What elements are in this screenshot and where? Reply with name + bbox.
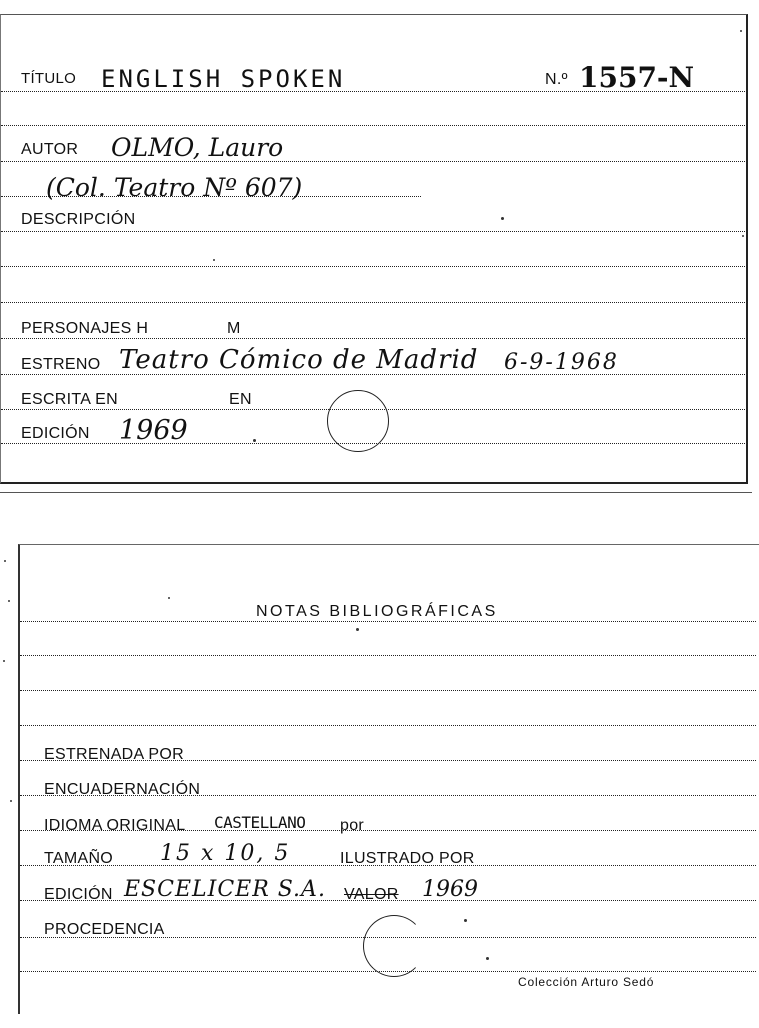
rule-notas-3 xyxy=(20,690,756,691)
ink-speck xyxy=(213,259,215,261)
estreno-label: ESTRENO xyxy=(21,356,101,373)
rule-descripcion xyxy=(1,231,747,232)
ink-dot xyxy=(253,439,256,442)
rule-personajes xyxy=(1,338,747,339)
numero-value: 1557-N xyxy=(579,61,695,94)
ink-dot xyxy=(501,217,504,220)
scan-speck xyxy=(8,600,10,602)
scan-speck xyxy=(3,660,5,662)
titulo-value: ENGLISH SPOKEN xyxy=(101,65,346,93)
edicion-label: EDICIÓN xyxy=(21,425,90,442)
catalog-card-main xyxy=(0,14,748,484)
personajes-m-label: M xyxy=(227,320,241,337)
rule-blank-3 xyxy=(1,302,747,303)
coleccion-footer: Colección Arturo Sedó xyxy=(518,975,655,989)
titulo-label: TÍTULO xyxy=(21,70,77,87)
rule-blank-1 xyxy=(1,125,747,126)
tamano-label: TAMAÑO xyxy=(44,850,114,867)
procedencia-label: PROCEDENCIA xyxy=(44,921,165,938)
scan-speck xyxy=(740,30,742,32)
autor-value: OLMO, Lauro xyxy=(111,133,284,162)
idioma-value: CASTELLANO xyxy=(214,813,306,832)
catalog-card-notes xyxy=(18,544,759,1014)
valor-value: 1969 xyxy=(422,877,478,902)
scan-speck xyxy=(10,800,12,802)
stamp-circle xyxy=(327,390,389,452)
rule-notas xyxy=(20,621,756,622)
notas-heading: NOTAS BIBLIOGRÁFICAS xyxy=(256,603,498,620)
ink-dot xyxy=(356,628,359,631)
edicion2-value: ESCELICER S.A. xyxy=(124,877,326,902)
scan-speck xyxy=(742,235,744,237)
autor-note: (Col. Teatro Nº 607) xyxy=(46,173,303,202)
rule-notas-2 xyxy=(20,655,756,656)
idioma-label: IDIOMA ORIGINAL xyxy=(44,817,186,834)
edicion-value: 1969 xyxy=(119,415,188,446)
estreno-value: Teatro Cómico de Madrid xyxy=(119,345,479,375)
estreno-date: 6-9-1968 xyxy=(504,350,619,375)
estrenada-label: ESTRENADA POR xyxy=(44,746,184,763)
rule-blank-2 xyxy=(1,266,747,267)
scan-speck xyxy=(4,560,6,562)
valor-label: VALOR xyxy=(344,886,399,903)
ink-speck xyxy=(168,597,170,599)
idioma-por-label: por xyxy=(340,817,365,834)
autor-label: AUTOR xyxy=(21,141,79,158)
card-separator xyxy=(0,492,752,493)
ilustrado-label: ILUSTRADO POR xyxy=(340,850,475,867)
descripcion-label: DESCRIPCIÓN xyxy=(21,211,136,228)
tamano-value: 15 x 10, 5 xyxy=(160,841,291,866)
ink-dot xyxy=(486,957,489,960)
rule-notas-4 xyxy=(20,725,756,726)
numero-label: N.º xyxy=(545,71,568,88)
stamp-circle-partial xyxy=(363,915,425,977)
edicion2-label: EDICIÓN xyxy=(44,886,113,903)
personajes-label: PERSONAJES H xyxy=(21,320,149,337)
escrita-en-label: EN xyxy=(229,391,252,408)
encuadernacion-label: ENCUADERNACIÓN xyxy=(44,781,201,798)
ink-dot xyxy=(464,919,467,922)
escrita-label: ESCRITA EN xyxy=(21,391,118,408)
